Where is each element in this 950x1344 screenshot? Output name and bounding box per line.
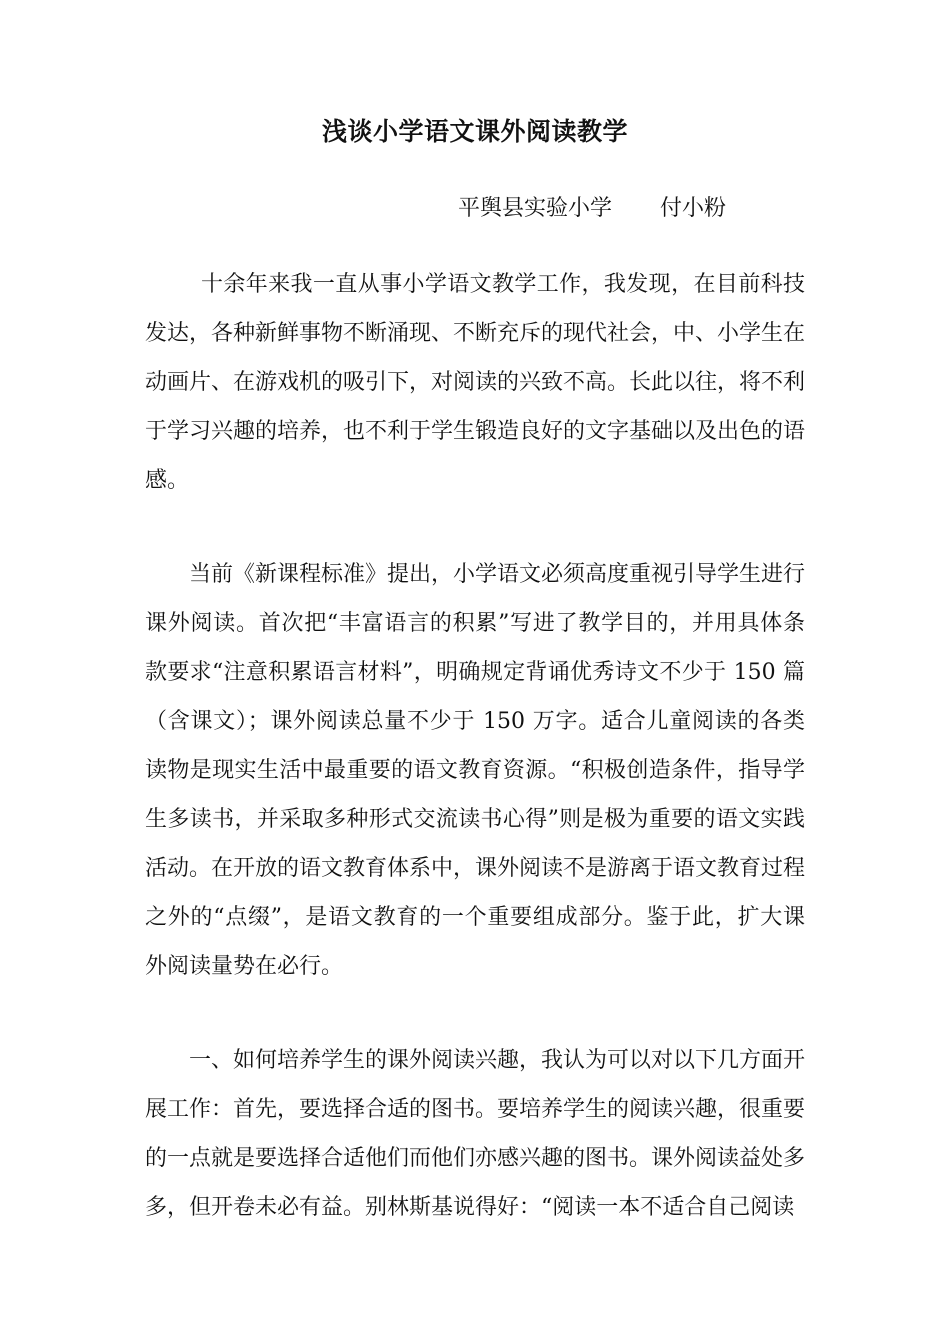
byline — [458, 192, 726, 226]
paragraph-section-one: 一、如何培养学生的课外阅读兴趣，我认为可以对以下几方面开展工作：首先，要选择合适的图书。要培养学生的阅读兴趣，很重要的一点就是要选择合适他们而他们亦感兴趣的图书。课外阅读益处多多，但开卷未必有益。别林斯基说得好：“阅读一本不适合自己阅读 — [145, 1048, 806, 1220]
paragraph-intro: 十余年来我一直从事小学语文教学工作，我发现，在目前科技发达，各种新鲜事物不断涌现、不断充斥的现代社会，中、小学生在动画片、在游戏机的吸引下，对阅读的兴致不高。长此以往，将不利于学习兴趣的培养，也不利于学生锻造良好的文字基础以及出色的语感。 — [145, 272, 806, 493]
school-name: 平舆县实验小学 — [458, 196, 613, 221]
document-title: 浅谈小学语文课外阅读教学 — [321, 117, 628, 146]
paragraph-curriculum-standard: 当前《新课程标准》提出，小学语文必须高度重视引导学生进行课外阅读。首次把“丰富语言的积累”写进了教学目的，并用具体条款要求“注意积累语言材料”，明确规定背诵优秀诗文不少于 150 篇（含课文）；课外阅读总量不少于 150 万字。适合儿童阅读的各类读物是现实生活中最重要的语文教育资源。“积极创造条件，指导学生多读书，并采取多种形式交流读书心得”则是极为重要的语文实践活动。在开放的语文教育体系中，课外阅读不是游离于语文教育过程之外的“点缀”，是语文教育的一个重要组成部分。鉴于此，扩大课外阅读量势在必行。 — [145, 562, 806, 979]
body-text — [145, 260, 805, 1277]
author-name: 付小粉 — [660, 196, 727, 221]
